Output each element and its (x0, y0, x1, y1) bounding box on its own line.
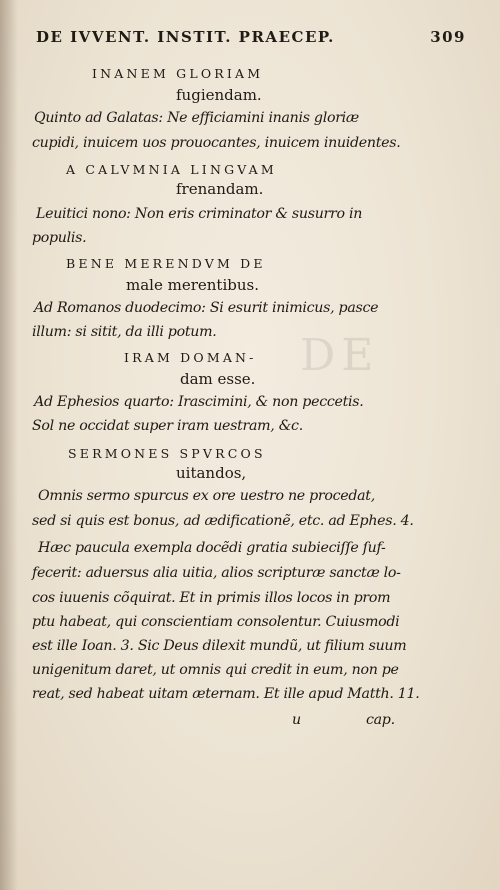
text-line: Leuitici nono: Non eris criminator & susurro in (36, 206, 363, 222)
folio-number: 309 (430, 28, 466, 46)
text-line: ptu habeat, qui conscientiam consolentur. Cuiusmodi (32, 614, 400, 630)
text-line: Omnis sermo spurcus ex ore uestro ne procedat, (38, 488, 375, 504)
section-subheading: male merentibus. (126, 276, 259, 294)
running-header (36, 28, 466, 46)
text-line: est ille Ioan. 3. Sic Deus dilexit mundũ, ut filium suum (32, 638, 407, 654)
section-heading: BENE MERENDVM DE (66, 256, 266, 271)
text-line: cos iuuenis cõquirat. Et in primis illos locos in prom (32, 590, 391, 606)
text-line: Sol ne occidat super iram uestram, &c. (32, 418, 303, 434)
signature-mark: u (292, 712, 301, 728)
show-through-text: DE (300, 330, 380, 381)
running-title: DE IVVENT. INSTIT. PRAECEP. (36, 28, 335, 46)
text-line: reat, sed habeat uitam æternam. Et ille apud Matth. 11. (32, 686, 420, 702)
section-heading: IRAM DOMAN- (124, 350, 257, 365)
section-subheading: frenandam. (176, 180, 264, 198)
text-line: cupidi, inuicem uos prouocantes, inuicem inuidentes. (32, 135, 401, 151)
text-line: Ad Romanos duodecimo: Si esurit inimicus, pasce (34, 300, 379, 316)
gutter-shadow (0, 0, 18, 890)
text-line: illum: si sitit, da illi potum. (32, 324, 217, 340)
text-line: fecerit: aduersus alia uitia, alios scripturæ sanctæ lo- (32, 565, 401, 581)
text-line: Quinto ad Galatas: Ne efficiamini inanis gloriæ (34, 110, 359, 126)
section-heading: SERMONES SPVRCOS (68, 446, 266, 461)
text-line: populis. (32, 230, 87, 246)
section-subheading: uitandos, (176, 464, 247, 482)
section-subheading: dam esse. (180, 370, 256, 388)
text-line: Ad Ephesios quarto: Irascimini, & non peccetis. (34, 394, 364, 410)
section-heading: INANEM GLORIAM (92, 66, 264, 81)
section-subheading: fugiendam. (176, 86, 262, 104)
text-line: Hæc paucula exempla docẽdi gratia subieciſſe ſuf- (38, 540, 386, 556)
section-heading: A CALVMNIA LINGVAM (66, 162, 277, 177)
catchword: cap. (366, 712, 395, 728)
text-line: unigenitum daret, ut omnis qui credit in eum, non pe (32, 662, 399, 678)
text-line: sed si quis est bonus, ad ædificationẽ, etc. ad Ephes. 4. (32, 513, 414, 529)
